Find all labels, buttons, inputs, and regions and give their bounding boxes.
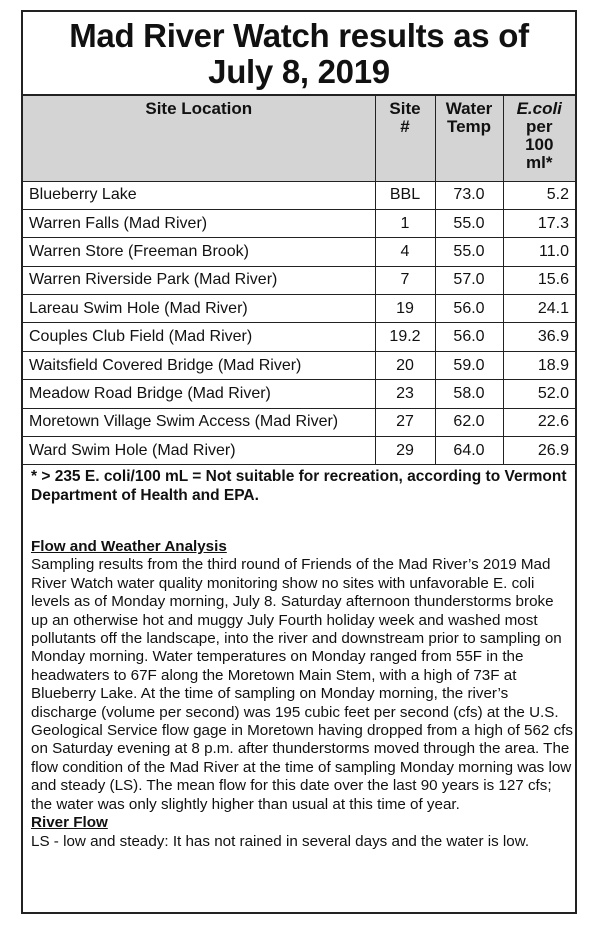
- header-water-temp-line2: Temp: [446, 117, 492, 136]
- cell-site: 20: [375, 351, 435, 379]
- cell-ecoli: 22.6: [503, 408, 575, 436]
- cell-temp: 56.0: [435, 295, 503, 323]
- cell-location: Warren Falls (Mad River): [23, 209, 375, 237]
- cell-site: 19: [375, 295, 435, 323]
- title-line-2: July 8, 2019: [208, 53, 390, 90]
- cell-temp: 62.0: [435, 408, 503, 436]
- table-row: [23, 437, 575, 465]
- cell-ecoli: 17.3: [503, 209, 575, 237]
- cell-ecoli: 24.1: [503, 295, 575, 323]
- cell-ecoli: 15.6: [503, 266, 575, 294]
- analysis-body: Sampling results from the third round of Friends of the Mad River’s 2019 Mad River Watch water quality monitoring show no sites with unfavorable E. coli levels as of Monday morning, July 8. Saturday afternoon thunderstorms broke up an otherwise hot and muggy July Fourth holiday week and washed most pollutants off the landscape, into the river and downstream prior to sampling on Monday morning. Water temperatures on Monday ranged from 55F in the headwaters to 67F along the Moretown Main Stem, with a high of 73F at Blueberry Lake. At the time of sampling on Monday morning, the river’s discharge (volume per second) was 195 cubic feet per second (cfs) at the U.S. Geological Service flow gage in Moretown having dropped from a high of 562 cfs on Saturday evening at 8 p.m. after thunderstorms moved through the area. The flow condition of the Mad River at the time of sampling Monday morning was low and steady (LS). The mean flow for this date over the last 90 years is 127 cfs; the water was only slightly higher than usual at this time of year.: [31, 556, 573, 813]
- cell-ecoli: 5.2: [503, 181, 575, 209]
- cell-ecoli: 52.0: [503, 380, 575, 408]
- river-flow-heading: River Flow: [31, 814, 108, 832]
- header-ecoli: [503, 95, 575, 181]
- cell-location: Lareau Swim Hole (Mad River): [23, 295, 375, 323]
- page-title: [23, 18, 575, 90]
- analysis-section: [31, 538, 573, 851]
- header-site-location: Site Location: [23, 95, 375, 181]
- cell-temp: 55.0: [435, 238, 503, 266]
- header-ecoli-line2: per: [526, 117, 553, 136]
- header-site-number-line2: #: [400, 117, 410, 136]
- cell-temp: 55.0: [435, 209, 503, 237]
- cell-ecoli: 36.9: [503, 323, 575, 351]
- table-header-row: [23, 95, 575, 181]
- cell-ecoli: 18.9: [503, 351, 575, 379]
- river-flow-body: LS - low and steady: It has not rained in several days and the water is low.: [31, 832, 530, 850]
- cell-temp: 59.0: [435, 351, 503, 379]
- table-row: [23, 181, 575, 209]
- cell-site: BBL: [375, 181, 435, 209]
- cell-location: Couples Club Field (Mad River): [23, 323, 375, 351]
- cell-site: 29: [375, 437, 435, 465]
- cell-ecoli: 11.0: [503, 238, 575, 266]
- cell-location: Ward Swim Hole (Mad River): [23, 437, 375, 465]
- cell-site: 19.2: [375, 323, 435, 351]
- header-site-number-line1: Site: [389, 99, 421, 118]
- cell-temp: 57.0: [435, 266, 503, 294]
- header-water-temp: [435, 95, 503, 181]
- cell-temp: 64.0: [435, 437, 503, 465]
- table-row: [23, 209, 575, 237]
- table-row: [23, 295, 575, 323]
- table-row: [23, 238, 575, 266]
- table-row: [23, 408, 575, 436]
- table-row: [23, 380, 575, 408]
- header-water-temp-line1: Water: [445, 99, 493, 118]
- cell-temp: 56.0: [435, 323, 503, 351]
- cell-ecoli: 26.9: [503, 437, 575, 465]
- results-table: [23, 94, 575, 465]
- header-ecoli-line1: E.coli: [516, 99, 562, 118]
- footnote: * > 235 E. coli/100 mL = Not suitable for recreation, according to Vermont Department of Health and EPA.: [31, 468, 567, 504]
- cell-site: 23: [375, 380, 435, 408]
- header-ecoli-line3: 100: [525, 135, 554, 154]
- cell-location: Moretown Village Swim Access (Mad River): [23, 408, 375, 436]
- title-line-1: Mad River Watch results as of: [69, 17, 529, 54]
- analysis-heading: Flow and Weather Analysis: [31, 538, 227, 555]
- cell-location: Meadow Road Bridge (Mad River): [23, 380, 375, 408]
- results-panel: [21, 10, 577, 914]
- cell-site: 1: [375, 209, 435, 237]
- cell-site: 27: [375, 408, 435, 436]
- cell-location: Waitsfield Covered Bridge (Mad River): [23, 351, 375, 379]
- header-site-number: [375, 95, 435, 181]
- header-ecoli-line4: ml*: [526, 153, 553, 172]
- cell-location: Blueberry Lake: [23, 181, 375, 209]
- cell-location: Warren Riverside Park (Mad River): [23, 266, 375, 294]
- cell-site: 4: [375, 238, 435, 266]
- cell-site: 7: [375, 266, 435, 294]
- table-row: [23, 323, 575, 351]
- table-row: [23, 351, 575, 379]
- cell-location: Warren Store (Freeman Brook): [23, 238, 375, 266]
- table-row: [23, 266, 575, 294]
- cell-temp: 58.0: [435, 380, 503, 408]
- cell-temp: 73.0: [435, 181, 503, 209]
